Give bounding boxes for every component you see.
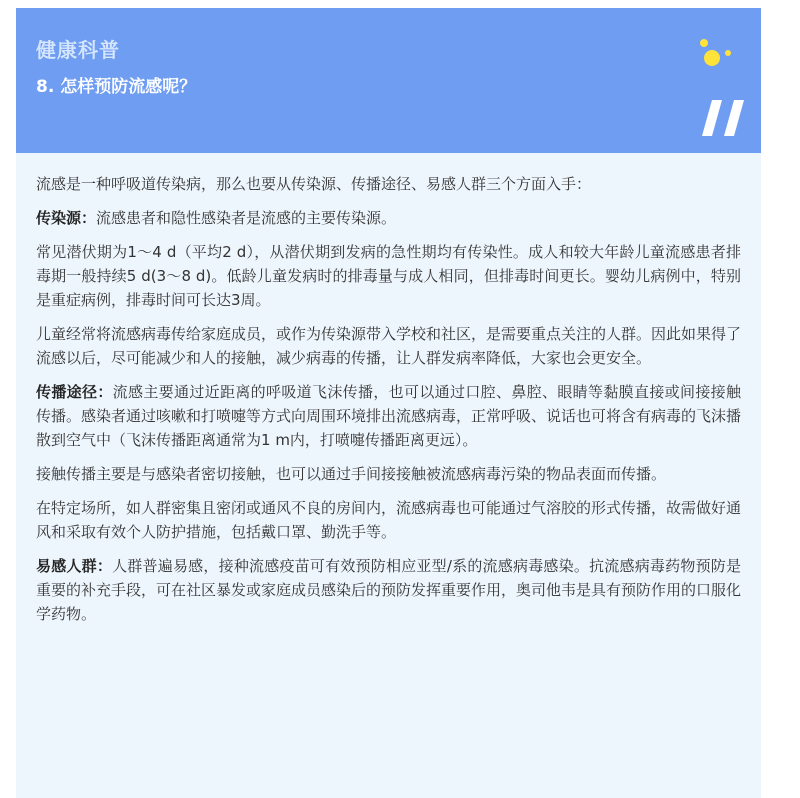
article-title: 8. 怎样预防流感呢？ — [36, 77, 197, 97]
header-banner — [16, 8, 761, 153]
article-body — [36, 172, 741, 636]
route-label: 传播途径： — [36, 383, 113, 401]
route-text: 流感主要通过近距离的呼吸道飞沫传播，也可以通过口腔、鼻腔、眼睛等黏膜直接或间接接触传播。感染者通过咳嗽和打喷嚏等方式向周围环境排出流感病毒，正常呼吸、说话也可将含有病毒的飞沫播散到空气中（飞沫传播距离通常为1 m内，打喷嚏传播距离更远）。 — [36, 383, 742, 449]
children-paragraph: 儿童经常将流感病毒传给家庭成员，或作为传染源带入学校和社区，是需要重点关注的人群。因此如果得了流感以后，尽可能减少和人的接触，减少病毒的传播，让人群发病率降低，大家也会更安全。 — [36, 325, 742, 367]
susceptible-text: 人群普遍易感，接种流感疫苗可有效预防相应亚型/系的流感病毒感染。抗流感病毒药物预防是重要的补充手段，可在社区暴发或家庭成员感染后的预防发挥重要作用，奥司他韦是具有预防作用的口服化学药物。 — [36, 557, 742, 623]
susceptible-label: 易感人群： — [36, 557, 113, 575]
incubation-paragraph: 常见潜伏期为1～4 d（平均2 d），从潜伏期到发病的急性期均有传染性。成人和较大年龄儿童流感患者排毒期一般持续5 d(3～8 d)。低龄儿童发病时的排毒量与成人相同，但排毒时间更长。婴幼儿病例中，特别是重症病例，排毒时间可长达3周。 — [36, 243, 741, 309]
aerosol-paragraph: 在特定场所，如人群密集且密闭或通风不良的房间内，流感病毒也可能通过气溶胶的形式传播，故需做好通风和采取有效个人防护措施，包括戴口罩、勤洗手等。 — [36, 499, 742, 541]
route-paragraph — [36, 380, 741, 452]
decorative-dots-icon — [694, 36, 734, 76]
article-card — [16, 8, 761, 798]
intro-paragraph: 流感是一种呼吸道传染病，那么也要从传染源、传播途径、易感人群三个方面入手： — [36, 175, 592, 193]
source-text: 流感患者和隐性感染者是流感的主要传染源。 — [96, 209, 397, 227]
contact-paragraph: 接触传播主要是与感染者密切接触，也可以通过手间接接触被流感病毒污染的物品表面而传播。 — [36, 465, 667, 483]
source-paragraph — [36, 206, 741, 230]
source-label: 传染源： — [36, 209, 97, 227]
susceptible-paragraph — [36, 554, 741, 626]
quote-mark-icon — [702, 100, 746, 136]
section-kicker: 健康科普 — [36, 38, 120, 62]
